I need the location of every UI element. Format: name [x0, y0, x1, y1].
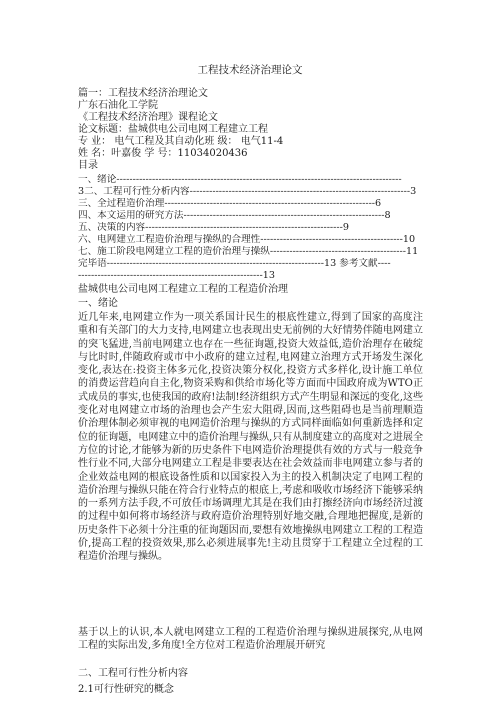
intro-paragraph: 近几年来,电网建立作为一项关系国计民生的根底性建立,得到了国家的高度注重和有关部门的大力支持,电网建立也表现出史无前例的大好情势伴随电网建立的突飞猛进,当前电网建立也存在一些征询题,投资大效益低,造价治理存在破绽与比时时,伴随政府或市中小政府的建立过程,电网建立治理方式开场发生深化变化,表达在:投资主体多元化,投资决策分权化,投资方式多样化,设计施工单位的消费运营趋向自主化,物资采购和供给市场化等方面而中国政府成为WTO正式成员的事实,也使我国的政府!法制!经济组织方式产生明显和深远的变化,这些变化对电网建立市场的治理也会产生宏大阻碍,因而,这些阻碍也是当前理顺造价治理体制必须审视的电网造价治理与操纵的方式同样面临如何重新选择和定位的征询题，电网建立中的造价治理与操纵,只有从制度建立的高度对之进展全方位的讨论,才能够为新的历史条件下电网造价治理提供有效的方式与一般竞争性行业不同,大部分电网建立工程是非要表达在社会效益而非电网建立参与者的企业效益电网的根底设备性质和以国家投入为主的投入机制决定了电网工程的造价治理与操纵只能在符合行业特点的根底上,考虑和吸收市场经济下能够采纳的一系列方法手段,不可放任市场调理尤其是在我们由打擦经济向市场经济过渡的过程中如何将市场经济与政府造价治理特别好地交融,合理地把握度,是新的历史条件下必须十分注重的征询题因而,要想有效地操纵电网建立工程的工程造价,提高工程的投资效果,那么必须进展事先!主动且贯穿于工程建立全过程的工程造价治理与操纵。 [78, 312, 423, 563]
header-line-paper-title: 论文标题：盐城供电公司电网工程建立工程 [78, 124, 268, 135]
intro-heading: 一、绪论 [78, 298, 118, 309]
toc-entry[interactable]: 五、决策的内容-------------------------------------------------------------9 [78, 222, 349, 233]
header-line-major: 专 业： 电气工程及其自动化班 级： 电气11-4 [78, 136, 284, 147]
header-line-school: 广东石油化工学院 [78, 100, 158, 111]
toc-entry[interactable]: ---------------------------------------------------------13 [78, 270, 275, 281]
toc-entry[interactable]: 3二、工程可行性分析内容--------------------------------------------------------------------3 [78, 186, 417, 197]
toc-entry[interactable]: 四、本文运用的研究方法--------------------------------------------------------------8 [78, 210, 391, 221]
section2-heading: 二、工程可行性分析内容 [78, 668, 188, 679]
section2-1-heading: 2.1可行性研究的概念 [78, 684, 174, 695]
toc-entry[interactable]: 三、全过程造价治理-----------------------------------------------------------------6 [78, 198, 382, 209]
document-title: 工程技术经济治理论文 [197, 64, 303, 76]
toc-entry[interactable]: 七、施工阶段电网建立工程的造价治理与操纵------------------------------------------11 [78, 246, 419, 257]
toc-entry[interactable]: 一、绪论---------------------------------------------------------------------------------------- [78, 174, 402, 185]
summary-paragraph: 基于以上的认识,本人就电网建立工程的工程造价治理与操纵进展探究,从电网工程的实际出发,多角度!全方位对工程造价治理展开研究 [78, 627, 423, 652]
header-line-course: 《工程技术经济治理》课程论文 [78, 112, 218, 123]
header-line-article: 篇一：工程技术经济治理论文 [78, 88, 208, 99]
header-line-name: 姓 名：叶嘉俊 学 号：11034020436 [78, 148, 248, 159]
section-heading: 盐城供电公司电网工程建立工程的工程造价治理 [78, 284, 288, 295]
toc-entry[interactable]: 六、电网建立工程造价治理与操纵的合理性--------------------------------------------10 [78, 234, 416, 245]
toc-heading: 目录 [78, 160, 98, 171]
toc-entry[interactable]: 完毕语-------------------------------------------------------------------13 参考文献---- [78, 258, 391, 269]
